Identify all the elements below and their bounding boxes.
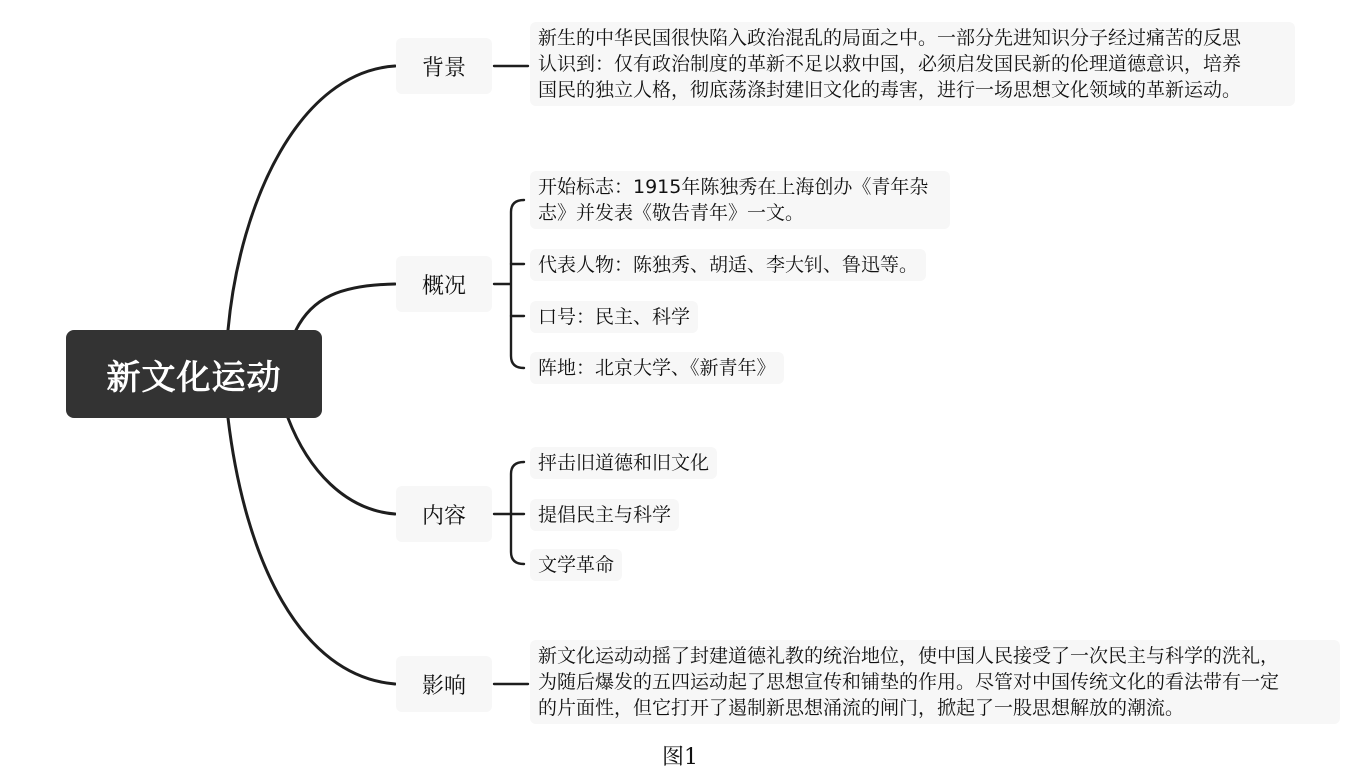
- leaf-impact-text: [530, 640, 1340, 724]
- leaf-line: 口号：民主、科学: [538, 306, 691, 328]
- leaf-content-1: [530, 447, 717, 479]
- branch-label: 概况: [421, 273, 466, 299]
- branch-label: 背景: [421, 55, 466, 81]
- leaf-line: 国民的独立人格，彻底荡涤封建旧文化的毒害，进行一场思想文化领域的革新运动。: [538, 79, 1242, 101]
- branch-background: [396, 38, 492, 94]
- root-node: [66, 330, 322, 418]
- connector-overview-bracket: [511, 200, 524, 368]
- leaf-line: 抨击旧道德和旧文化: [538, 452, 710, 474]
- connector-root-impact: [228, 418, 395, 684]
- leaf-line: 为随后爆发的五四运动起了思想宣传和铺垫的作用。尽管对中国传统文化的看法带有一定: [538, 671, 1280, 693]
- leaf-line: 认识到：仅有政治制度的革新不足以救中国，必须启发国民新的伦理道德意识，培养: [538, 53, 1242, 75]
- leaf-representatives: [530, 249, 926, 281]
- figure-caption: 图1: [662, 745, 698, 770]
- leaf-line: 的片面性，但它打开了遏制新思想涌流的闸门，掀起了一股思想解放的潮流。: [538, 697, 1185, 719]
- root-label: 新文化运动: [106, 357, 282, 398]
- leaf-start-marker: [530, 171, 950, 229]
- branch-content: [396, 486, 492, 542]
- leaf-line: 代表人物：陈独秀、胡适、李大钊、鲁迅等。: [538, 254, 919, 276]
- branch-label: 影响: [421, 673, 466, 699]
- leaf-line: 提倡民主与科学: [538, 504, 672, 526]
- leaf-content-2: [530, 499, 679, 531]
- leaf-line: 文学革命: [538, 554, 615, 576]
- leaf-line: 阵地：北京大学、《新青年》: [538, 357, 776, 379]
- branch-label: 内容: [421, 503, 466, 529]
- leaf-line: 开始标志：1915年陈独秀在上海创办《青年杂: [538, 176, 929, 198]
- branch-impact: [396, 656, 492, 712]
- leaf-line: 志》并发表《敬告青年》一文。: [538, 202, 805, 224]
- connector-root-content: [288, 418, 395, 514]
- connector-root-overview: [296, 284, 395, 330]
- connector-root-background: [228, 66, 395, 330]
- leaf-line: 新文化运动动摇了封建道德礼教的统治地位，使中国人民接受了一次民主与科学的洗礼，: [538, 645, 1280, 667]
- leaf-background-text: [530, 22, 1295, 106]
- branch-overview: [396, 256, 492, 312]
- leaf-line: 新生的中华民国很快陷入政治混乱的局面之中。一部分先进知识分子经过痛苦的反思: [538, 27, 1242, 49]
- leaf-content-3: [530, 549, 622, 581]
- leaf-base: [530, 352, 784, 384]
- leaf-slogan: [530, 301, 698, 333]
